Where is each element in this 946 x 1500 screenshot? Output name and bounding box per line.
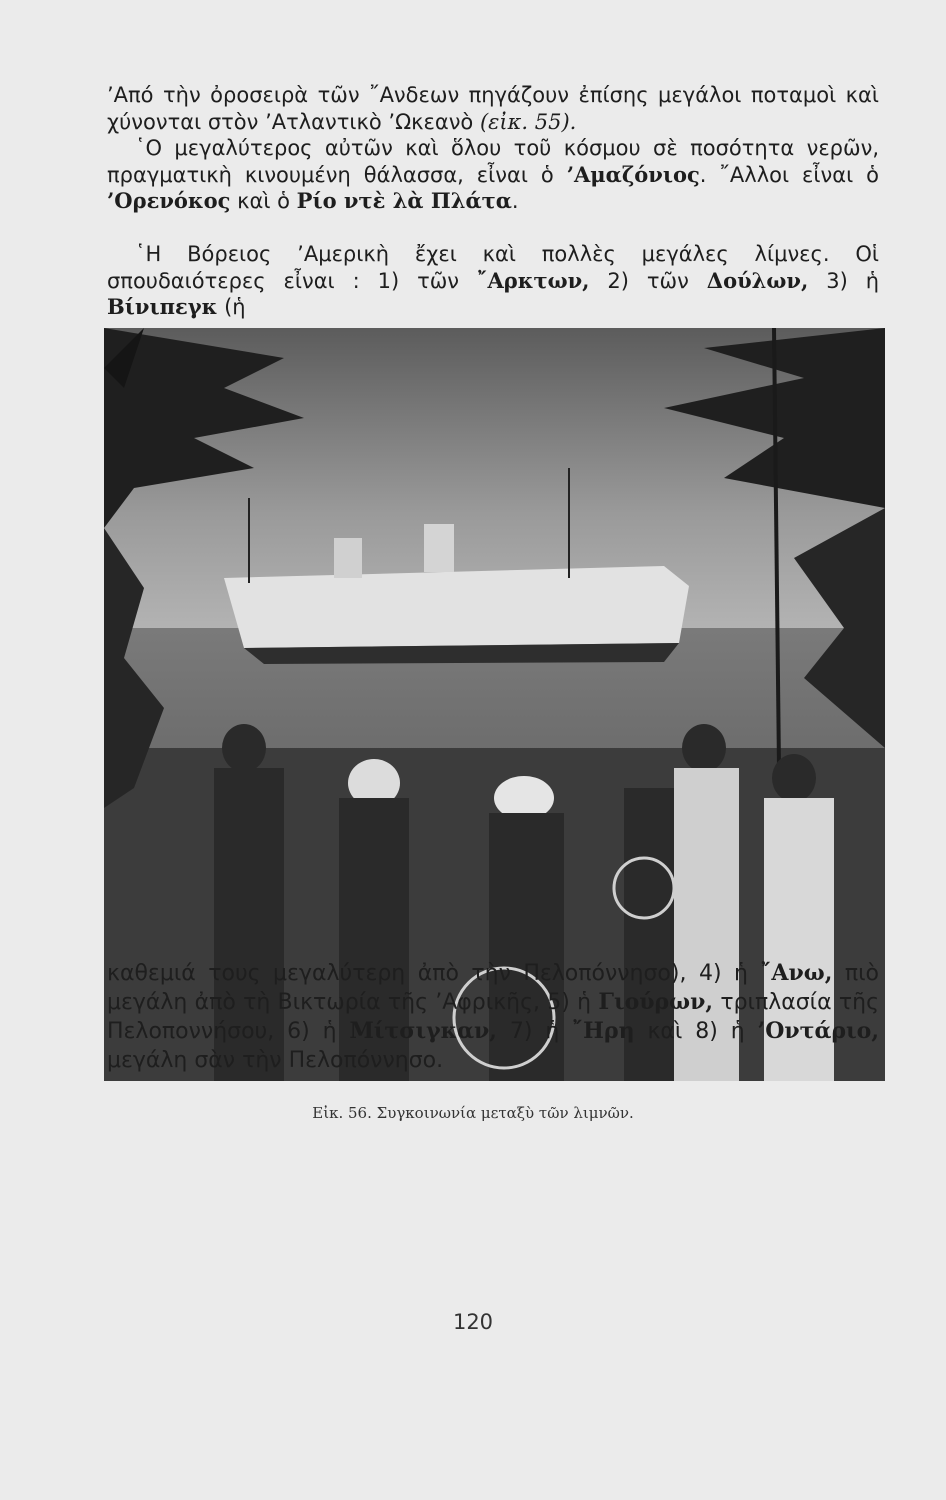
river-name: Ρίο ντὲ λὰ Πλάτα xyxy=(296,188,512,213)
paragraph-rivers xyxy=(107,82,879,135)
lake-name: Μίτσιγκαν, xyxy=(349,1018,497,1044)
paragraph-text: (ἡ xyxy=(217,295,246,319)
lake-name: ῎Ανω, xyxy=(760,960,833,986)
paragraph-text: καὶ ὁ xyxy=(230,189,297,213)
paragraph-text: ῾Ο μεγαλύτερος αὐτῶν καὶ ὅλου τοῦ κόσμου σὲ ποσότητα νερῶν, πραγματικὴ κινουμένη θάλασσα, εἶναι ὁ xyxy=(107,136,879,187)
lake-name: ’Οντάριο, xyxy=(757,1018,879,1044)
paragraph-text: καὶ 8) ἡ xyxy=(634,1019,758,1044)
figure-reference: (εἰκ. 55). xyxy=(479,109,577,134)
paragraph-lakes-continued xyxy=(107,959,879,1075)
paragraph-text: 7) ἡ xyxy=(496,1019,573,1044)
paragraph-text: μεγάλη σὰν τὴν Πελοπόννησο. xyxy=(107,1048,444,1073)
page-number: 120 xyxy=(452,1310,494,1334)
lake-name: Δούλων, xyxy=(706,267,809,293)
paragraph-text: . xyxy=(511,189,519,213)
lake-name: ῎Αρκτων, xyxy=(476,267,590,293)
paragraph-text: ’Από τὴν ὀροσειρὰ τῶν ῎Ανδεων πηγάζουν ἐπίσης μεγάλοι ποταμοὶ καὶ χύνονται στὸν ’Ατλαντικὸ ’Ωκεανὸ xyxy=(107,83,879,134)
paragraph-text: καθεμιά τους μεγαλύτερη ἀπὸ τὴν Πελοπόννησο), 4) ἡ xyxy=(107,961,761,986)
river-name: ’Αμαζόνιος xyxy=(566,161,700,187)
paragraph-text: 2) τῶν xyxy=(589,268,707,293)
lake-name: Βίνιπεγκ xyxy=(107,294,218,319)
river-name: ’Ορενόκος xyxy=(107,188,231,213)
paragraph-text: 3) ἡ xyxy=(808,268,880,293)
lake-name: ῎Ηρη xyxy=(572,1018,635,1044)
paragraph-amazon xyxy=(107,135,879,215)
paragraph-lakes xyxy=(107,241,879,321)
lake-name: Γιούρων, xyxy=(598,989,714,1015)
paragraph-text: τριπλασία τῆς Πελοποννήσου, 6) ἡ xyxy=(107,990,879,1044)
paragraph-text: πιὸ μεγάλη ἀπὸ τὴ Βικτωρία τῆς ’Αφρικῆς, 5) ἡ xyxy=(107,961,879,1015)
paragraph-text: . ῎Αλλοι εἶναι ὁ xyxy=(699,162,879,187)
paragraph-text: ῾Η Βόρειος ’Αμερικὴ ἔχει καὶ πολλὲς μεγάλες λίμνες. Οἱ σπουδαιότερες εἶναι : 1) τῶν xyxy=(107,242,879,293)
figure-caption: Εἰκ. 56. Συγκοινωνία μεταξὺ τῶν λιμνῶν. xyxy=(312,1104,634,1122)
